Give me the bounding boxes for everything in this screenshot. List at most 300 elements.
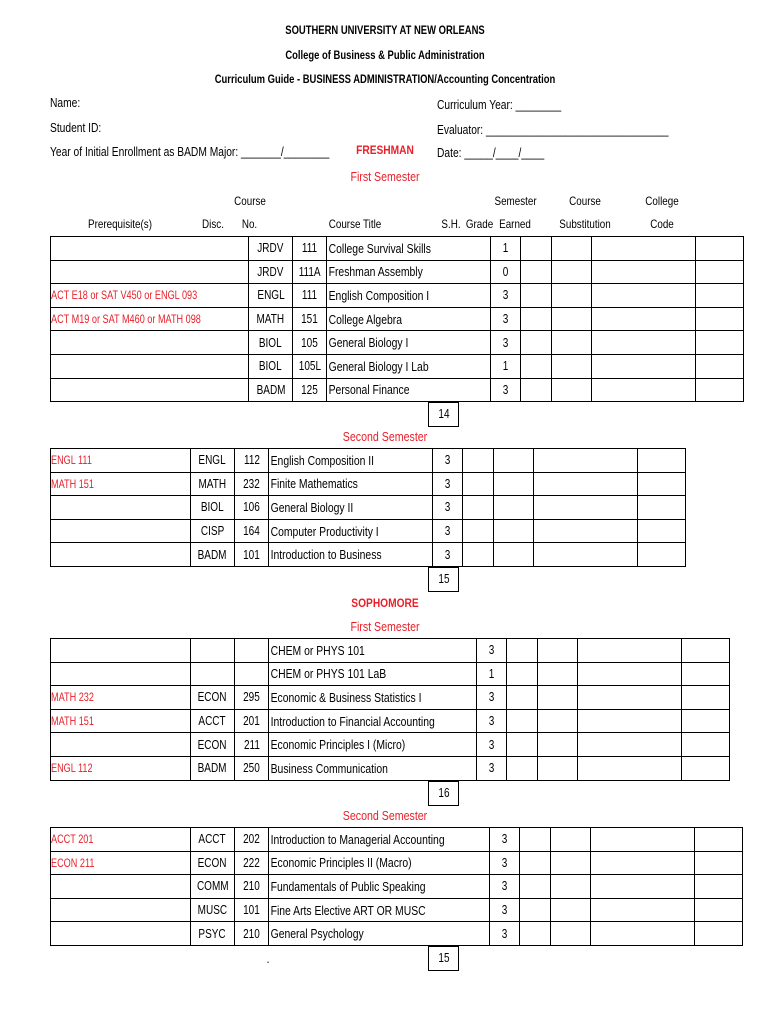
course-substitution-cell[interactable] [578, 639, 682, 663]
course-row [51, 922, 743, 946]
course-number-cell [235, 898, 269, 922]
sophomore-first-total-row [50, 781, 678, 806]
semester-hours-text: 3 [488, 714, 495, 729]
course-row [51, 307, 744, 331]
discipline-cell [249, 284, 293, 308]
course-substitution-cell[interactable] [590, 875, 694, 899]
name-label: Name: [50, 96, 81, 110]
course-row [51, 331, 744, 355]
col-semester-top: Semester [494, 194, 537, 208]
course-number-cell [235, 828, 269, 852]
grade-cell[interactable] [463, 496, 494, 520]
college-code-cell[interactable] [682, 639, 730, 663]
grade-cell[interactable] [507, 639, 538, 663]
course-number-cell [293, 284, 327, 308]
college-code-cell[interactable] [694, 851, 742, 875]
prerequisite-cell [51, 828, 191, 852]
semester-hours-text: 1 [502, 241, 509, 256]
discipline-text: BADM [198, 761, 227, 776]
semester-earned-cell[interactable] [494, 449, 534, 473]
prerequisite-cell [51, 662, 191, 686]
discipline-text: ECON [198, 855, 227, 870]
semester-hours-cell [433, 519, 463, 543]
prerequisite-cell [51, 237, 249, 261]
college-code-cell[interactable] [638, 519, 686, 543]
course-number-cell [293, 237, 327, 261]
prerequisite-text: ACT M19 or SAT M460 or MATH 098 [51, 312, 201, 327]
course-title-cell [327, 284, 491, 308]
discipline-cell [191, 709, 235, 733]
semester-earned-cell[interactable] [552, 331, 592, 355]
prerequisite-cell [51, 756, 191, 780]
college-code-cell[interactable] [638, 472, 686, 496]
freshman-first-semester-table [50, 236, 744, 402]
course-title-text: CHEM or PHYS 101 [270, 642, 365, 658]
course-number-cell [235, 709, 269, 733]
grade-cell[interactable] [521, 237, 552, 261]
discipline-text: ECON [198, 737, 227, 752]
course-title-cell [327, 237, 491, 261]
course-substitution-cell[interactable] [578, 733, 682, 757]
college-code-cell[interactable] [682, 709, 730, 733]
course-row [51, 378, 744, 402]
prerequisite-cell [51, 543, 191, 567]
col-grade: Grade [465, 217, 494, 231]
grade-cell[interactable] [519, 922, 550, 946]
discipline-cell [191, 686, 235, 710]
semester-earned-cell[interactable] [552, 260, 592, 284]
col-course-top: Course [234, 194, 266, 208]
college-code-cell[interactable] [694, 922, 742, 946]
course-number-cell [235, 639, 269, 663]
course-number-text: 211 [243, 737, 260, 752]
semester-earned-cell[interactable] [494, 496, 534, 520]
prerequisite-cell [51, 875, 191, 899]
semester-hours-text: 3 [501, 903, 507, 918]
course-substitution-cell[interactable] [592, 260, 696, 284]
course-number-text: 250 [243, 761, 260, 776]
grade-cell[interactable] [463, 519, 494, 543]
discipline-cell [191, 898, 235, 922]
course-substitution-cell[interactable] [592, 237, 696, 261]
semester-hours-cell [477, 756, 507, 780]
course-title-cell [327, 354, 491, 378]
course-title-text: CHEM or PHYS 101 LaB [270, 666, 387, 682]
course-title-text: Introduction to Financial Accounting [270, 713, 435, 729]
freshman-second-semester-label: Second Semester [342, 430, 428, 444]
course-substitution-cell[interactable] [590, 828, 694, 852]
grade-cell[interactable] [521, 354, 552, 378]
grade-cell[interactable] [519, 851, 550, 875]
college-code-cell[interactable] [694, 828, 742, 852]
semester-hours-text: 1 [488, 666, 495, 681]
grade-cell[interactable] [507, 662, 538, 686]
semester-hours-cell [433, 543, 463, 567]
semester-earned-cell[interactable] [550, 851, 590, 875]
grade-cell[interactable] [463, 472, 494, 496]
discipline-text: COMM [196, 879, 229, 894]
course-number-text: 111A [298, 264, 321, 279]
course-number-cell [235, 662, 269, 686]
course-substitution-cell[interactable] [592, 354, 696, 378]
discipline-cell [191, 449, 235, 473]
course-number-text: 201 [243, 714, 260, 729]
course-title-cell [269, 922, 490, 946]
grade-cell[interactable] [519, 875, 550, 899]
course-row [51, 260, 744, 284]
course-substitution-cell[interactable] [534, 449, 638, 473]
discipline-cell [249, 378, 293, 402]
prerequisite-cell [51, 519, 191, 543]
semester-earned-cell[interactable] [538, 733, 578, 757]
course-row [51, 875, 743, 899]
college-code-cell[interactable] [682, 756, 730, 780]
course-substitution-cell[interactable] [590, 851, 694, 875]
semester-hours-text: 3 [501, 879, 507, 894]
course-number-text: 202 [243, 832, 260, 847]
discipline-text: BIOL [259, 359, 283, 374]
discipline-text: JRDV [257, 241, 284, 256]
semester-hours-text: 1 [502, 359, 509, 374]
curriculum-guide-title: Curriculum Guide - BUSINESS ADMINISTRATION/Accounting Concentration [214, 74, 556, 86]
discipline-cell [191, 851, 235, 875]
sophomore-second-semester-label: Second Semester [342, 809, 428, 823]
course-title-text: Fine Arts Elective ART OR MUSC [270, 902, 426, 918]
college-code-cell[interactable] [694, 898, 742, 922]
course-title-text: Introduction to Business [270, 547, 382, 563]
course-number-text: 101 [243, 547, 260, 562]
prerequisite-cell [51, 307, 249, 331]
course-title-cell [327, 307, 491, 331]
discipline-text: BIOL [201, 500, 224, 515]
grade-cell[interactable] [521, 331, 552, 355]
sophomore-second-semester-table [50, 827, 743, 946]
course-number-text: 105L [298, 359, 321, 374]
semester-hours-text: 3 [501, 926, 507, 941]
discipline-text: BIOL [259, 335, 283, 350]
prerequisite-cell [51, 260, 249, 284]
prerequisite-cell [51, 686, 191, 710]
discipline-cell [249, 307, 293, 331]
course-row [51, 756, 730, 780]
grade-cell[interactable] [463, 449, 494, 473]
semester-earned-cell[interactable] [552, 284, 592, 308]
course-title-cell [269, 756, 477, 780]
college-code-cell[interactable] [696, 354, 744, 378]
course-title-cell [269, 898, 490, 922]
course-title-cell [269, 519, 433, 543]
semester-hours-cell [491, 331, 521, 355]
course-row [51, 851, 743, 875]
course-substitution-cell[interactable] [592, 284, 696, 308]
course-substitution-cell[interactable] [592, 378, 696, 402]
discipline-cell [249, 260, 293, 284]
course-substitution-cell[interactable] [534, 472, 638, 496]
course-number-text: 106 [243, 500, 260, 515]
semester-hours-cell [489, 875, 519, 899]
course-number-cell [293, 331, 327, 355]
semester-hours-cell [491, 378, 521, 402]
discipline-cell [249, 237, 293, 261]
semester-hours-cell [491, 260, 521, 284]
prerequisite-cell [51, 378, 249, 402]
college-code-cell[interactable] [696, 307, 744, 331]
semester-hours-cell [491, 354, 521, 378]
course-number-cell [235, 472, 269, 496]
course-title-cell [269, 851, 490, 875]
col-substitution: Substitution [559, 217, 611, 231]
grade-cell[interactable] [507, 686, 538, 710]
sophomore-second-total-row [50, 946, 678, 971]
course-title-text: Introduction to Managerial Accounting [270, 831, 445, 847]
discipline-text: MATH [256, 312, 285, 327]
prerequisite-cell [51, 472, 191, 496]
semester-earned-cell[interactable] [494, 543, 534, 567]
grade-cell[interactable] [519, 898, 550, 922]
discipline-text: BADM [256, 382, 286, 397]
semester-earned-cell[interactable] [550, 922, 590, 946]
semester-hours-cell [433, 449, 463, 473]
freshman-first-total-row [50, 402, 678, 427]
evaluator-label: Evaluator: ________________________________ [437, 123, 669, 137]
semester-hours-cell [491, 284, 521, 308]
course-title-text: College Algebra [328, 311, 403, 327]
discipline-cell [191, 756, 235, 780]
discipline-text: JRDV [257, 264, 284, 279]
semester-earned-cell[interactable] [538, 756, 578, 780]
semester-earned-cell[interactable] [494, 519, 534, 543]
college-title: College of Business & Public Administration [285, 50, 485, 62]
col-college-top: College [645, 194, 679, 208]
semester-hours-text: 3 [444, 547, 451, 562]
course-number-cell [293, 307, 327, 331]
prerequisite-cell [51, 449, 191, 473]
semester-earned-cell[interactable] [552, 307, 592, 331]
course-row [51, 284, 744, 308]
student-id-label: Student ID: [50, 121, 102, 135]
course-number-cell [235, 851, 269, 875]
course-substitution-cell[interactable] [534, 543, 638, 567]
course-number-cell [235, 543, 269, 567]
course-title-cell [269, 449, 433, 473]
course-row [51, 639, 730, 663]
course-number-text: 111 [302, 288, 318, 303]
col-earned: Earned [499, 217, 531, 231]
course-row [51, 496, 686, 520]
semester-earned-cell[interactable] [552, 354, 592, 378]
course-row [51, 828, 743, 852]
prerequisite-text: MATH 232 [51, 690, 94, 705]
college-code-cell[interactable] [682, 662, 730, 686]
college-code-cell[interactable] [682, 686, 730, 710]
semester-hours-cell [477, 709, 507, 733]
discipline-text: ACCT [198, 714, 227, 729]
semester-earned-cell[interactable] [552, 378, 592, 402]
discipline-cell [191, 662, 235, 686]
course-number-cell [235, 519, 269, 543]
freshman-first-semester-label: First Semester [350, 170, 420, 184]
grade-cell[interactable] [507, 756, 538, 780]
grade-cell[interactable] [519, 828, 550, 852]
course-number-cell [235, 496, 269, 520]
course-row [51, 519, 686, 543]
semester-hours-text: 3 [502, 288, 509, 303]
course-title-text: Economic Principles I (Micro) [270, 737, 406, 753]
college-code-cell[interactable] [696, 260, 744, 284]
course-substitution-cell[interactable] [590, 898, 694, 922]
semester-hours-cell [489, 898, 519, 922]
curriculum-year-label: Curriculum Year: ________ [437, 98, 562, 112]
prerequisite-cell [51, 354, 249, 378]
grade-cell[interactable] [521, 378, 552, 402]
semester-earned-cell[interactable] [538, 709, 578, 733]
semester-earned-cell[interactable] [552, 237, 592, 261]
course-title-cell [269, 686, 477, 710]
course-row [51, 472, 686, 496]
discipline-cell [191, 828, 235, 852]
semester-hours-text: 3 [444, 524, 451, 539]
prerequisite-cell [51, 733, 191, 757]
prerequisite-text: ACCT 201 [51, 832, 94, 847]
prerequisite-text: MATH 151 [51, 476, 94, 491]
prerequisite-cell [51, 709, 191, 733]
course-number-text: 295 [243, 690, 260, 705]
discipline-text: ECON [198, 690, 227, 705]
college-code-cell[interactable] [694, 875, 742, 899]
discipline-cell [191, 875, 235, 899]
semester-hours-text: 3 [502, 312, 509, 327]
discipline-text: PSYC [198, 926, 227, 941]
semester-hours-cell [489, 922, 519, 946]
total-credit-hours: 14 [429, 403, 459, 427]
course-substitution-cell[interactable] [578, 662, 682, 686]
course-number-text: 105 [301, 335, 319, 350]
grade-cell[interactable] [507, 709, 538, 733]
course-title-text: General Biology I [328, 335, 409, 351]
semester-hours-cell [477, 686, 507, 710]
course-title-cell [269, 496, 433, 520]
college-code-cell[interactable] [638, 449, 686, 473]
course-row [51, 449, 686, 473]
course-substitution-cell[interactable] [578, 709, 682, 733]
course-title-cell [269, 709, 477, 733]
date-label: Date: _____/____/____ [437, 146, 545, 160]
semester-hours-text: 3 [488, 761, 495, 776]
stray-dot: . [266, 950, 270, 966]
discipline-text: ACCT [198, 832, 227, 847]
college-code-cell[interactable] [682, 733, 730, 757]
course-number-text: 210 [243, 926, 260, 941]
college-code-cell[interactable] [696, 237, 744, 261]
semester-hours-text: 3 [488, 643, 495, 658]
semester-hours-cell [477, 662, 507, 686]
course-title-text: Business Communication [270, 760, 388, 776]
course-substitution-cell[interactable] [578, 756, 682, 780]
college-code-cell[interactable] [638, 543, 686, 567]
course-number-text: 101 [243, 903, 260, 918]
discipline-text: MATH [198, 476, 227, 491]
semester-earned-cell[interactable] [550, 875, 590, 899]
semester-hours-cell [433, 496, 463, 520]
course-substitution-cell[interactable] [592, 307, 696, 331]
college-code-cell[interactable] [638, 496, 686, 520]
course-substitution-cell[interactable] [534, 496, 638, 520]
course-substitution-cell[interactable] [592, 331, 696, 355]
discipline-text: CISP [200, 524, 225, 539]
semester-hours-text: 3 [444, 500, 451, 515]
col-code: Code [650, 217, 674, 231]
semester-hours-text: 3 [502, 335, 509, 350]
college-code-cell[interactable] [696, 331, 744, 355]
course-substitution-cell[interactable] [578, 686, 682, 710]
grade-cell[interactable] [521, 284, 552, 308]
course-title-cell [269, 875, 490, 899]
course-title-text: Economic & Business Statistics I [270, 689, 422, 705]
course-row [51, 686, 730, 710]
course-number-cell [293, 378, 327, 402]
grade-cell[interactable] [507, 733, 538, 757]
semester-hours-cell [433, 472, 463, 496]
course-number-text: 112 [243, 453, 260, 468]
course-number-cell [293, 354, 327, 378]
grade-cell[interactable] [521, 307, 552, 331]
prerequisite-text: ECON 211 [51, 855, 95, 870]
enrollment-year-label: Year of Initial Enrollment as BADM Major: _______/________ [50, 145, 330, 159]
semester-hours-cell [477, 733, 507, 757]
col-prerequisites: Prerequisite(s) [88, 217, 152, 231]
course-number-text: 210 [243, 879, 260, 894]
course-substitution-cell[interactable] [534, 519, 638, 543]
course-title-cell [327, 260, 491, 284]
course-title-text: General Biology I Lab [328, 358, 429, 374]
course-row [51, 354, 744, 378]
semester-earned-cell[interactable] [538, 686, 578, 710]
grade-cell[interactable] [463, 543, 494, 567]
course-row [51, 733, 730, 757]
course-title-text: Computer Productivity I [270, 523, 379, 539]
course-row [51, 898, 743, 922]
semester-earned-cell[interactable] [550, 828, 590, 852]
semester-earned-cell[interactable] [538, 639, 578, 663]
grade-cell[interactable] [521, 260, 552, 284]
semester-hours-text: 3 [488, 690, 495, 705]
course-number-text: 125 [301, 382, 319, 397]
course-title-cell [269, 828, 490, 852]
semester-hours-cell [491, 307, 521, 331]
discipline-cell [191, 472, 235, 496]
semester-earned-cell[interactable] [538, 662, 578, 686]
total-credit-hours: 15 [429, 947, 459, 971]
semester-hours-cell [489, 851, 519, 875]
prerequisite-cell [51, 331, 249, 355]
college-code-cell[interactable] [696, 284, 744, 308]
course-title-text: College Survival Skills [328, 240, 432, 256]
prerequisite-cell [51, 639, 191, 663]
discipline-text: BADM [198, 547, 227, 562]
discipline-cell [191, 519, 235, 543]
course-row [51, 662, 730, 686]
course-number-cell [235, 686, 269, 710]
college-code-cell[interactable] [696, 378, 744, 402]
semester-earned-cell[interactable] [494, 472, 534, 496]
semester-earned-cell[interactable] [550, 898, 590, 922]
course-substitution-cell[interactable] [590, 922, 694, 946]
semester-hours-cell [477, 639, 507, 663]
total-credit-hours: 15 [429, 568, 459, 592]
semester-hours-text: 0 [502, 264, 509, 279]
discipline-text: MUSC [197, 903, 228, 918]
course-title-cell [327, 378, 491, 402]
